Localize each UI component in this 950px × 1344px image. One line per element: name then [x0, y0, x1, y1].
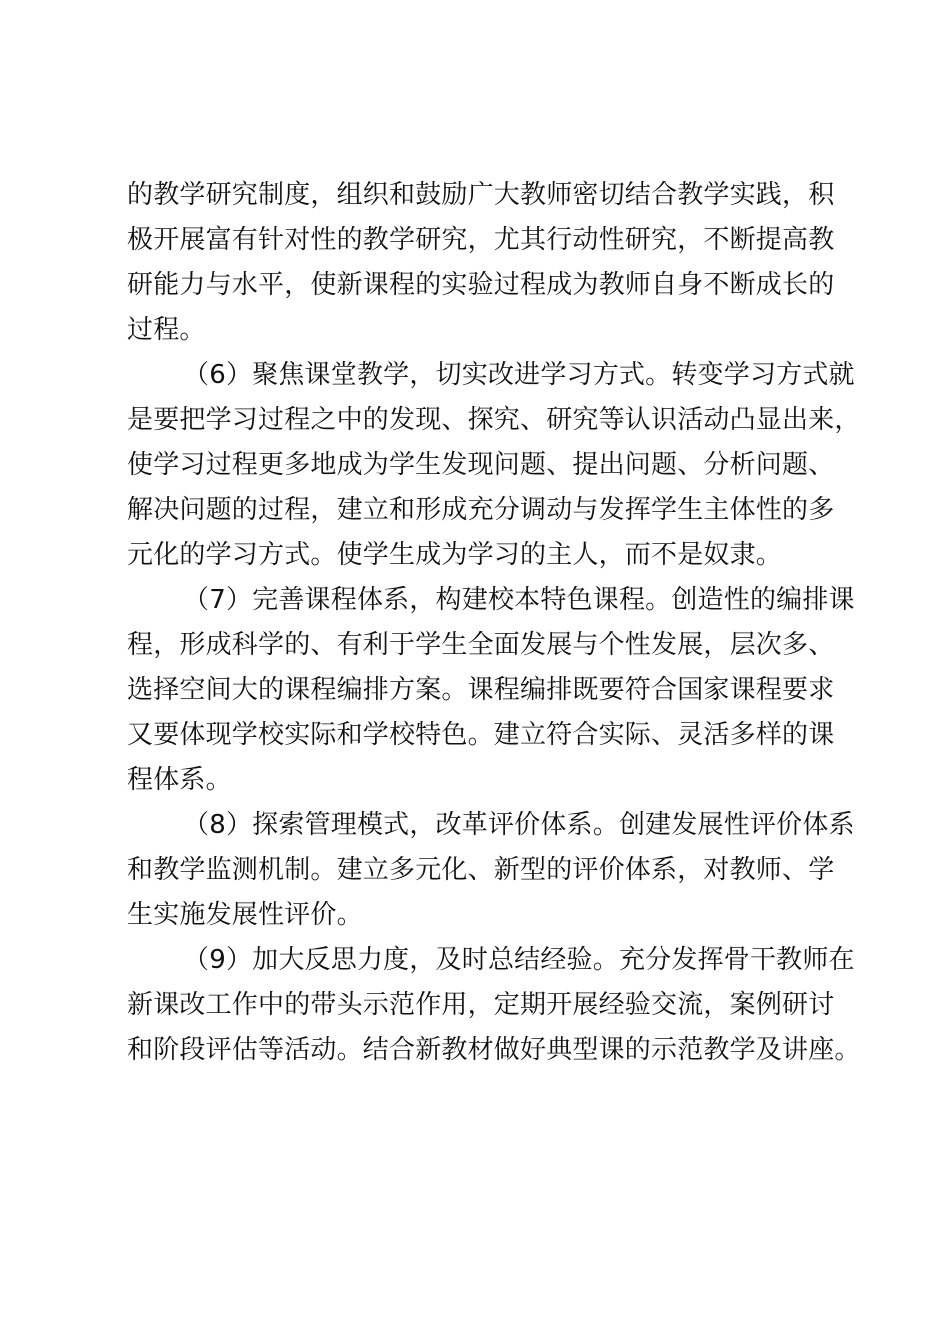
paragraph-item-6: [127, 353, 861, 578]
text-line: 程，形成科学的、有利于学生全面发展与个性发展，层次多、: [127, 630, 835, 660]
text-line: 解决问题的过程，建立和形成充分调动与发挥学生主体性的多: [127, 495, 835, 525]
text-line: 生实施发展性评价。: [127, 900, 363, 930]
text-line: 使学习过程更多地成为学生发现问题、提出问题、分析问题、: [127, 450, 835, 480]
text-line: 研能力与水平，使新课程的实验过程成为教师自身不断成长的: [127, 270, 835, 300]
text-line: 和教学监测机制。建立多元化、新型的评价体系，对教师、学: [127, 855, 835, 885]
text-line: （8）探索管理模式，改革评价体系。创建发展性评价体系: [183, 810, 855, 840]
paragraph-item-7: [127, 578, 855, 803]
text-line: 和阶段评估等活动。结合新教材做好典型课的示范教学及讲座。: [127, 1035, 861, 1065]
text-line: （7）完善课程体系，构建校本特色课程。创造性的编排课: [183, 585, 855, 615]
text-line: 又要体现学校实际和学校特色。建立符合实际、灵活多样的课: [127, 720, 835, 750]
text-line: 极开展富有针对性的教学研究，尤其行动性研究，不断提高教: [127, 225, 835, 255]
paragraph-item-8: [127, 803, 855, 938]
paragraph-item-9: [127, 938, 861, 1073]
text-line: 选择空间大的课程编排方案。课程编排既要符合国家课程要求: [127, 675, 835, 705]
text-line: （9）加大反思力度，及时总结经验。充分发挥骨干教师在: [183, 945, 855, 975]
text-line: 的教学研究制度，组织和鼓励广大教师密切结合教学实践，积: [127, 180, 835, 210]
document-body: [127, 173, 861, 1073]
text-line: 新课改工作中的带头示范作用，定期开展经验交流，案例研讨: [127, 990, 835, 1020]
text-line: 是要把学习过程之中的发现、探究、研究等认识活动凸显出来，: [127, 405, 861, 435]
paragraph-teaching-research: [127, 173, 847, 353]
text-line: 元化的学习方式。使学生成为学习的主人，而不是奴隶。: [127, 540, 783, 570]
text-line: （6）聚焦课堂教学，切实改进学习方式。转变学习方式就: [183, 360, 855, 390]
text-line: 过程。: [127, 315, 206, 345]
text-line: 程体系。: [127, 765, 232, 795]
